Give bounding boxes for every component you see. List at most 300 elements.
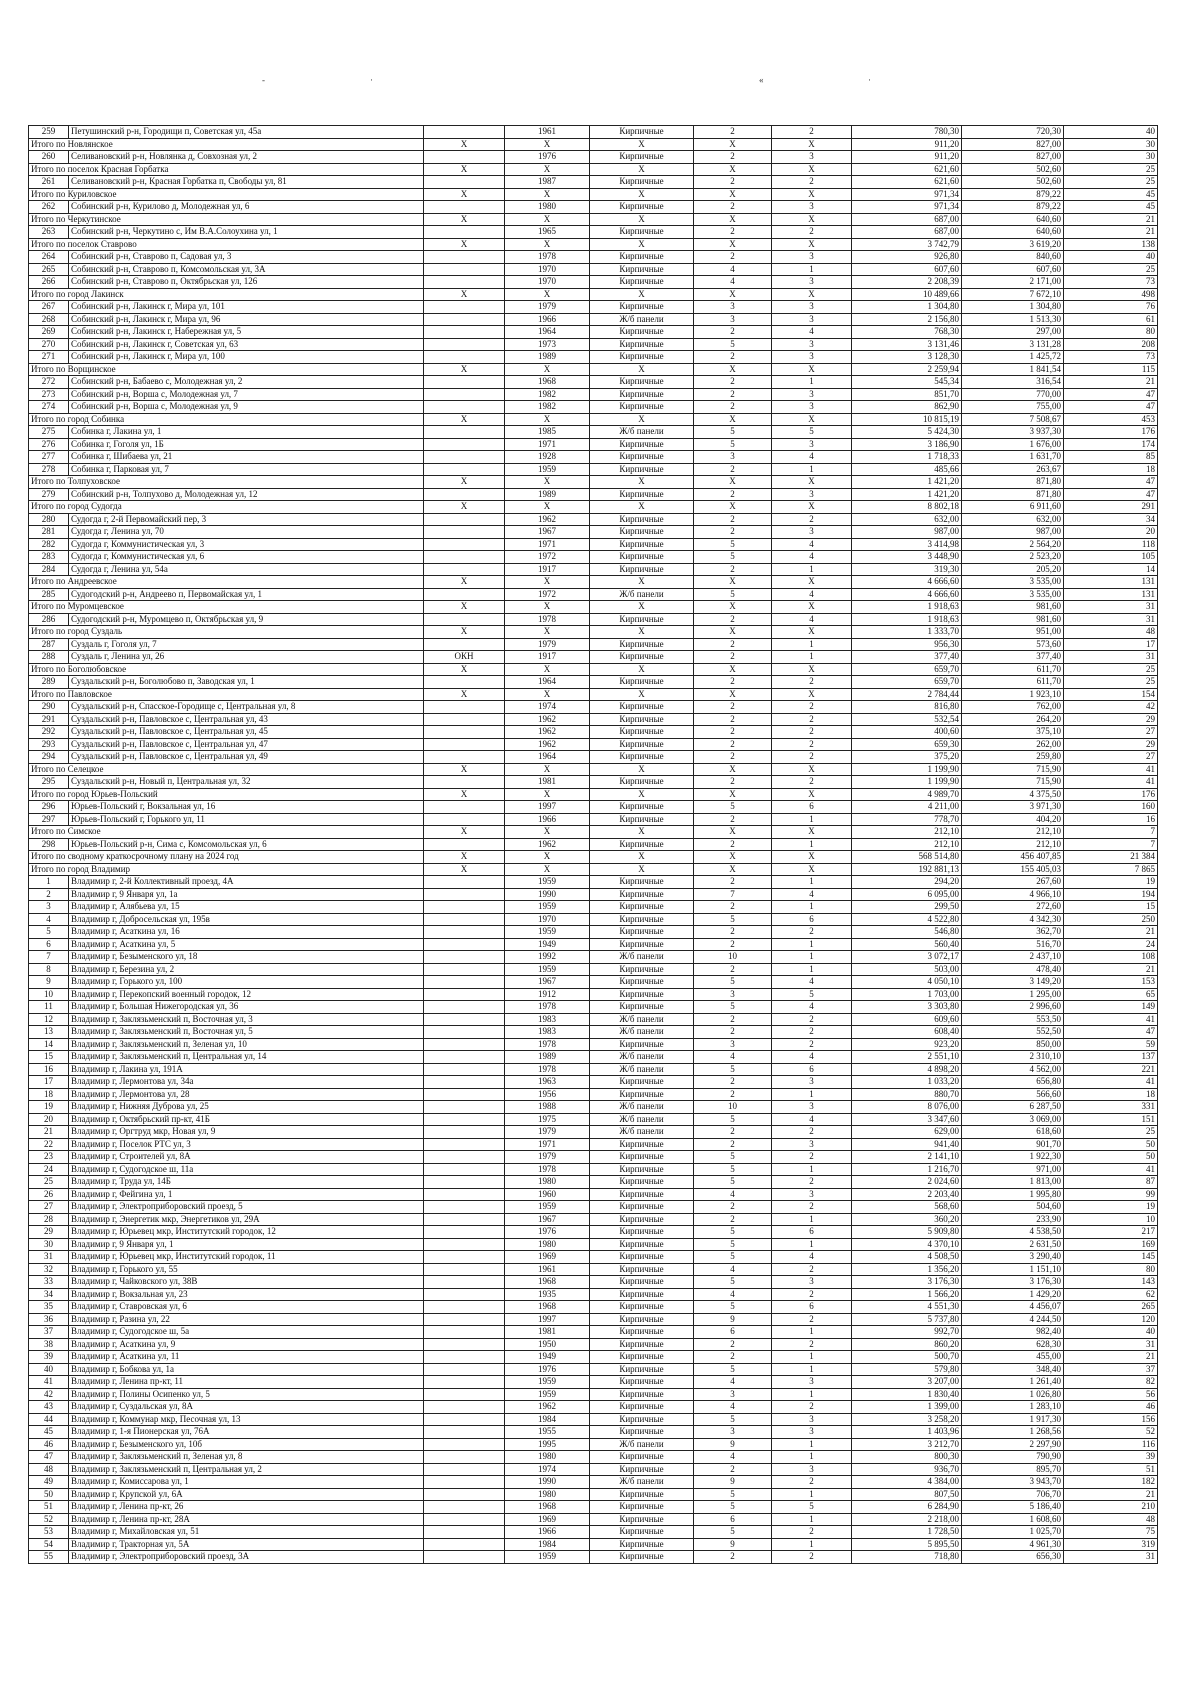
cell-number: 285 <box>29 588 69 601</box>
cell-year: X <box>505 763 590 776</box>
subtotal-row <box>29 626 1158 639</box>
cell-number: 260 <box>29 151 69 164</box>
cell-residents: 149 <box>1064 1001 1158 1014</box>
cell-category <box>424 713 505 726</box>
cell-number: 282 <box>29 538 69 551</box>
cell-address: Собинский р-н, Ворша с, Молодежная ул, 9 <box>69 401 424 414</box>
cell-year: 1959 <box>505 926 590 939</box>
cell-category <box>424 1051 505 1064</box>
cell-floors: X <box>694 788 772 801</box>
cell-total-area: 923,20 <box>852 1038 962 1051</box>
cell-floors: 4 <box>694 276 772 289</box>
cell-category <box>424 313 505 326</box>
cell-entrances: 2 <box>772 1338 852 1351</box>
cell-living-area: 879,22 <box>962 188 1064 201</box>
cell-residents: 10 <box>1064 1213 1158 1226</box>
cell-number: 31 <box>29 1251 69 1264</box>
cell-number: 26 <box>29 1188 69 1201</box>
table-row <box>29 301 1158 314</box>
cell-wall-material: X <box>590 688 694 701</box>
cell-address: Суздальский р-н, Павловское с, Центральная ул, 47 <box>69 738 424 751</box>
cell-number: 264 <box>29 251 69 264</box>
cell-address: Владимир г, Заклязьменский п, Восточная ул, 3 <box>69 1013 424 1026</box>
cell-floors: 2 <box>694 676 772 689</box>
cell-floors: 9 <box>694 1313 772 1326</box>
cell-wall-material: Ж/б панели <box>590 1476 694 1489</box>
cell-number: 293 <box>29 738 69 751</box>
cell-total-area: 621,60 <box>852 176 962 189</box>
cell-residents: 40 <box>1064 126 1158 139</box>
cell-residents: 7 865 <box>1064 863 1158 876</box>
cell-year: 1962 <box>505 713 590 726</box>
cell-total-area: 632,00 <box>852 513 962 526</box>
cell-year: 1962 <box>505 513 590 526</box>
cell-wall-material: Кирпичные <box>590 1001 694 1014</box>
cell-residents: 21 <box>1064 926 1158 939</box>
cell-address: Судогда г, Коммунистическая ул, 6 <box>69 551 424 564</box>
cell-category <box>424 176 505 189</box>
cell-entrances: 2 <box>772 1551 852 1564</box>
cell-wall-material: Кирпичные <box>590 488 694 501</box>
table-row <box>29 376 1158 389</box>
cell-category <box>424 738 505 751</box>
cell-residents: 47 <box>1064 476 1158 489</box>
cell-residents: 143 <box>1064 1276 1158 1289</box>
cell-floors: X <box>694 213 772 226</box>
cell-living-area: 1 283,10 <box>962 1401 1064 1414</box>
cell-living-area: 1 025,70 <box>962 1526 1064 1539</box>
cell-category: X <box>424 576 505 589</box>
cell-entrances: 6 <box>772 1301 852 1314</box>
cell-subtotal-label: Итого по сводному краткосрочному плану на 2024 год <box>29 851 424 864</box>
cell-residents: 25 <box>1064 1126 1158 1139</box>
cell-total-area: 4 551,30 <box>852 1301 962 1314</box>
cell-address: Владимир г, Заклязьменский п, Восточная ул, 5 <box>69 1026 424 1039</box>
cell-residents: 24 <box>1064 938 1158 951</box>
cell-wall-material: Кирпичные <box>590 726 694 739</box>
cell-entrances: X <box>772 138 852 151</box>
cell-floors: X <box>694 576 772 589</box>
cell-floors: 2 <box>694 1076 772 1089</box>
cell-number: 2 <box>29 888 69 901</box>
cell-category <box>424 1326 505 1339</box>
cell-category <box>424 438 505 451</box>
cell-year: 1964 <box>505 751 590 764</box>
cell-category <box>424 1451 505 1464</box>
cell-year: 1967 <box>505 526 590 539</box>
cell-category <box>424 1026 505 1039</box>
table-row <box>29 938 1158 951</box>
cell-floors: 5 <box>694 426 772 439</box>
cell-address: Судогодский р-н, Андреево п, Первомайская ул, 1 <box>69 588 424 601</box>
cell-category <box>424 1538 505 1551</box>
cell-living-area: 2 523,20 <box>962 551 1064 564</box>
cell-year: 1983 <box>505 1026 590 1039</box>
cell-total-area: 2 551,10 <box>852 1051 962 1064</box>
table-row <box>29 1276 1158 1289</box>
cell-residents: 21 <box>1064 1488 1158 1501</box>
cell-entrances: 2 <box>772 1263 852 1276</box>
cell-category <box>424 613 505 626</box>
cell-living-area: 982,40 <box>962 1326 1064 1339</box>
cell-wall-material: X <box>590 601 694 614</box>
cell-total-area: 608,40 <box>852 1026 962 1039</box>
cell-entrances: 2 <box>772 726 852 739</box>
cell-residents: 21 <box>1064 226 1158 239</box>
cell-wall-material: Кирпичные <box>590 838 694 851</box>
cell-floors: 2 <box>694 201 772 214</box>
table-row <box>29 1376 1158 1389</box>
cell-floors: X <box>694 138 772 151</box>
cell-wall-material: Кирпичные <box>590 438 694 451</box>
cell-total-area: 568 514,80 <box>852 851 962 864</box>
cell-category <box>424 726 505 739</box>
cell-address: Владимир г, Чайковского ул, 38В <box>69 1276 424 1289</box>
table-row <box>29 1426 1158 1439</box>
cell-year: 1959 <box>505 1201 590 1214</box>
cell-number: 22 <box>29 1138 69 1151</box>
cell-category <box>424 1351 505 1364</box>
cell-category <box>424 1138 505 1151</box>
scan-dust-icon: · <box>370 75 373 85</box>
cell-wall-material: Кирпичные <box>590 1238 694 1251</box>
cell-entrances: 2 <box>772 226 852 239</box>
table-row <box>29 1351 1158 1364</box>
cell-living-area: 4 244,50 <box>962 1313 1064 1326</box>
cell-total-area: 718,80 <box>852 1551 962 1564</box>
cell-year: X <box>505 138 590 151</box>
cell-category <box>424 901 505 914</box>
table-row <box>29 488 1158 501</box>
cell-year: 1965 <box>505 226 590 239</box>
cell-total-area: 546,80 <box>852 926 962 939</box>
cell-floors: 2 <box>694 513 772 526</box>
subtotal-row <box>29 238 1158 251</box>
cell-number: 3 <box>29 901 69 914</box>
table-row <box>29 1488 1158 1501</box>
cell-residents: 40 <box>1064 251 1158 264</box>
cell-wall-material: Кирпичные <box>590 913 694 926</box>
cell-entrances: 2 <box>772 1526 852 1539</box>
cell-floors: 2 <box>694 463 772 476</box>
cell-year: 1976 <box>505 1363 590 1376</box>
cell-residents: 7 <box>1064 838 1158 851</box>
cell-wall-material: Ж/б панели <box>590 1438 694 1451</box>
cell-year: 1989 <box>505 351 590 364</box>
cell-number: 46 <box>29 1438 69 1451</box>
cell-wall-material: X <box>590 826 694 839</box>
cell-floors: 3 <box>694 451 772 464</box>
cell-category <box>424 1063 505 1076</box>
cell-address: Владимир г, Электроприборовский проезд, 3А <box>69 1551 424 1564</box>
cell-residents: 51 <box>1064 1463 1158 1476</box>
cell-category <box>424 876 505 889</box>
cell-total-area: 8 802,18 <box>852 501 962 514</box>
cell-year: 1992 <box>505 951 590 964</box>
cell-address: Владимир г, Ленина пр-кт, 26 <box>69 1501 424 1514</box>
cell-entrances: 4 <box>772 1251 852 1264</box>
cell-category: X <box>424 288 505 301</box>
cell-living-area: 404,20 <box>962 813 1064 826</box>
cell-wall-material: X <box>590 763 694 776</box>
cell-residents: 73 <box>1064 351 1158 364</box>
cell-wall-material: Кирпичные <box>590 526 694 539</box>
cell-entrances: 4 <box>772 976 852 989</box>
cell-residents: 27 <box>1064 751 1158 764</box>
cell-floors: 2 <box>694 651 772 664</box>
cell-living-area: 840,60 <box>962 251 1064 264</box>
cell-residents: 41 <box>1064 1163 1158 1176</box>
cell-residents: 41 <box>1064 763 1158 776</box>
cell-total-area: 936,70 <box>852 1463 962 1476</box>
cell-entrances: 4 <box>772 326 852 339</box>
cell-floors: 3 <box>694 1388 772 1401</box>
cell-category: X <box>424 601 505 614</box>
cell-number: 5 <box>29 926 69 939</box>
cell-total-area: 992,70 <box>852 1326 962 1339</box>
cell-residents: 15 <box>1064 901 1158 914</box>
cell-entrances: 3 <box>772 1426 852 1439</box>
cell-category <box>424 1013 505 1026</box>
cell-address: Суздальский р-н, Павловское с, Центральная ул, 45 <box>69 726 424 739</box>
cell-year: 1979 <box>505 301 590 314</box>
cell-category: X <box>424 663 505 676</box>
cell-total-area: 532,54 <box>852 713 962 726</box>
cell-residents: 169 <box>1064 1238 1158 1251</box>
cell-number: 23 <box>29 1151 69 1164</box>
cell-residents: 52 <box>1064 1426 1158 1439</box>
cell-floors: 2 <box>694 1338 772 1351</box>
cell-entrances: 3 <box>772 1413 852 1426</box>
table-row <box>29 1263 1158 1276</box>
cell-category <box>424 263 505 276</box>
cell-entrances: 2 <box>772 776 852 789</box>
cell-floors: 2 <box>694 1213 772 1226</box>
cell-wall-material: Кирпичные <box>590 1401 694 1414</box>
cell-residents: 120 <box>1064 1313 1158 1326</box>
cell-total-area: 911,20 <box>852 138 962 151</box>
cell-entrances: 3 <box>772 276 852 289</box>
cell-residents: 30 <box>1064 151 1158 164</box>
cell-total-area: 2 156,80 <box>852 313 962 326</box>
cell-wall-material: X <box>590 288 694 301</box>
cell-wall-material: Кирпичные <box>590 1326 694 1339</box>
cell-total-area: 3 131,46 <box>852 338 962 351</box>
cell-floors: 5 <box>694 1276 772 1289</box>
cell-total-area: 375,20 <box>852 751 962 764</box>
cell-number: 268 <box>29 313 69 326</box>
cell-total-area: 2 784,44 <box>852 688 962 701</box>
cell-number: 40 <box>29 1363 69 1376</box>
cell-year: X <box>505 476 590 489</box>
cell-year: 1985 <box>505 426 590 439</box>
cell-year: 1978 <box>505 1001 590 1014</box>
cell-number: 289 <box>29 676 69 689</box>
cell-address: Владимир г, Ленина пр-кт, 11 <box>69 1376 424 1389</box>
cell-wall-material: Кирпичные <box>590 1076 694 1089</box>
cell-category: X <box>424 688 505 701</box>
cell-address: Владимир г, Суздальская ул, 8А <box>69 1401 424 1414</box>
cell-wall-material: Кирпичные <box>590 1351 694 1364</box>
cell-residents: 80 <box>1064 326 1158 339</box>
cell-address: Судогда г, Коммунистическая ул, 3 <box>69 538 424 551</box>
cell-residents: 291 <box>1064 501 1158 514</box>
table-row <box>29 1301 1158 1314</box>
cell-entrances: 1 <box>772 813 852 826</box>
cell-living-area: 1 261,40 <box>962 1376 1064 1389</box>
cell-floors: 9 <box>694 1476 772 1489</box>
cell-address: Владимир г, Лермонтова ул, 28 <box>69 1088 424 1101</box>
cell-category <box>424 463 505 476</box>
cell-number: 43 <box>29 1401 69 1414</box>
housing-register-table <box>28 125 1158 1564</box>
cell-living-area: 4 538,50 <box>962 1226 1064 1239</box>
cell-wall-material: Кирпичные <box>590 676 694 689</box>
cell-entrances: 3 <box>772 1463 852 1476</box>
table-row <box>29 1313 1158 1326</box>
cell-floors: 5 <box>694 1238 772 1251</box>
cell-year: 1974 <box>505 1463 590 1476</box>
cell-year: X <box>505 188 590 201</box>
cell-wall-material: Ж/б панели <box>590 1101 694 1114</box>
table-row <box>29 426 1158 439</box>
cell-year: 1970 <box>505 263 590 276</box>
cell-wall-material: Кирпичные <box>590 1163 694 1176</box>
cell-address: Владимир г, Юрьевец мкр, Институтский городок, 12 <box>69 1226 424 1239</box>
table-row <box>29 1538 1158 1551</box>
cell-living-area: 3 971,30 <box>962 801 1064 814</box>
cell-category <box>424 151 505 164</box>
cell-year: 1976 <box>505 1226 590 1239</box>
cell-total-area: 659,30 <box>852 738 962 751</box>
table-row <box>29 201 1158 214</box>
table-row <box>29 1363 1158 1376</box>
cell-address: Собинский р-н, Бабаево с, Молодежная ул, 2 <box>69 376 424 389</box>
cell-wall-material: Кирпичные <box>590 376 694 389</box>
cell-floors: 5 <box>694 1488 772 1501</box>
cell-total-area: 319,30 <box>852 563 962 576</box>
cell-wall-material: Кирпичные <box>590 888 694 901</box>
cell-entrances: 2 <box>772 1476 852 1489</box>
cell-number: 279 <box>29 488 69 501</box>
cell-floors: 3 <box>694 1426 772 1439</box>
cell-total-area: 880,70 <box>852 1088 962 1101</box>
cell-floors: 5 <box>694 913 772 926</box>
cell-year: 1966 <box>505 813 590 826</box>
cell-wall-material: X <box>590 663 694 676</box>
cell-residents: 21 <box>1064 213 1158 226</box>
cell-year: 1968 <box>505 1501 590 1514</box>
cell-number: 273 <box>29 388 69 401</box>
cell-wall-material: Кирпичные <box>590 876 694 889</box>
cell-address: Владимир г, Ставровская ул, 6 <box>69 1301 424 1314</box>
cell-category <box>424 426 505 439</box>
table-row <box>29 126 1158 139</box>
cell-floors: 5 <box>694 1151 772 1164</box>
cell-address: Владимир г, Березина ул, 2 <box>69 963 424 976</box>
cell-entrances: 5 <box>772 1501 852 1514</box>
cell-floors: 2 <box>694 1463 772 1476</box>
cell-category <box>424 1413 505 1426</box>
cell-entrances: 1 <box>772 1488 852 1501</box>
cell-total-area: 4 050,10 <box>852 976 962 989</box>
cell-total-area: 1 830,40 <box>852 1388 962 1401</box>
cell-entrances: 4 <box>772 1113 852 1126</box>
cell-number: 259 <box>29 126 69 139</box>
cell-category <box>424 926 505 939</box>
cell-wall-material: Кирпичные <box>590 1088 694 1101</box>
cell-living-area: 1 268,56 <box>962 1426 1064 1439</box>
subtotal-row <box>29 688 1158 701</box>
cell-year: 1973 <box>505 338 590 351</box>
cell-entrances: 1 <box>772 951 852 964</box>
cell-residents: 48 <box>1064 1513 1158 1526</box>
cell-entrances: 1 <box>772 1213 852 1226</box>
table-row <box>29 1438 1158 1451</box>
cell-number: 269 <box>29 326 69 339</box>
cell-floors: 2 <box>694 1026 772 1039</box>
cell-number: 27 <box>29 1201 69 1214</box>
table-row <box>29 251 1158 264</box>
cell-entrances: X <box>772 501 852 514</box>
table-row <box>29 151 1158 164</box>
cell-subtotal-label: Итого по Куриловское <box>29 188 424 201</box>
cell-total-area: 4 666,60 <box>852 588 962 601</box>
cell-entrances: 6 <box>772 801 852 814</box>
cell-floors: 4 <box>694 1376 772 1389</box>
cell-wall-material: Кирпичные <box>590 1176 694 1189</box>
cell-wall-material: Кирпичные <box>590 151 694 164</box>
cell-entrances: 3 <box>772 1376 852 1389</box>
cell-address: Суздальский р-н, Павловское с, Центральная ул, 43 <box>69 713 424 726</box>
cell-entrances: 1 <box>772 463 852 476</box>
cell-floors: X <box>694 863 772 876</box>
cell-residents: 82 <box>1064 1376 1158 1389</box>
cell-total-area: 851,70 <box>852 388 962 401</box>
cell-category <box>424 1038 505 1051</box>
cell-floors: 5 <box>694 1501 772 1514</box>
table-row <box>29 313 1158 326</box>
cell-category <box>424 1313 505 1326</box>
cell-total-area: 6 095,00 <box>852 888 962 901</box>
table-row <box>29 1526 1158 1539</box>
cell-total-area: 3 303,80 <box>852 1001 962 1014</box>
table-row <box>29 876 1158 889</box>
cell-category: X <box>424 238 505 251</box>
cell-entrances: 1 <box>772 1163 852 1176</box>
cell-number: 54 <box>29 1538 69 1551</box>
cell-entrances: 2 <box>772 1288 852 1301</box>
cell-wall-material: Ж/б панели <box>590 1013 694 1026</box>
cell-living-area: 4 375,50 <box>962 788 1064 801</box>
cell-wall-material: Ж/б панели <box>590 426 694 439</box>
cell-floors: 2 <box>694 326 772 339</box>
cell-year: 1959 <box>505 963 590 976</box>
cell-address: Владимир г, Нижняя Дуброва ул, 25 <box>69 1101 424 1114</box>
cell-year: 1969 <box>505 1513 590 1526</box>
cell-year: 1990 <box>505 1476 590 1489</box>
cell-floors: 5 <box>694 1526 772 1539</box>
cell-living-area: 2 996,60 <box>962 1001 1064 1014</box>
cell-year: 1967 <box>505 976 590 989</box>
cell-address: Владимир г, Алябьева ул, 15 <box>69 901 424 914</box>
table-row <box>29 1038 1158 1051</box>
cell-entrances: 1 <box>772 1451 852 1464</box>
cell-year: 1979 <box>505 1151 590 1164</box>
cell-address: Собинский р-н, Ставрово п, Комсомольская ул, 3А <box>69 263 424 276</box>
cell-total-area: 500,70 <box>852 1351 962 1364</box>
cell-entrances: 2 <box>772 701 852 714</box>
